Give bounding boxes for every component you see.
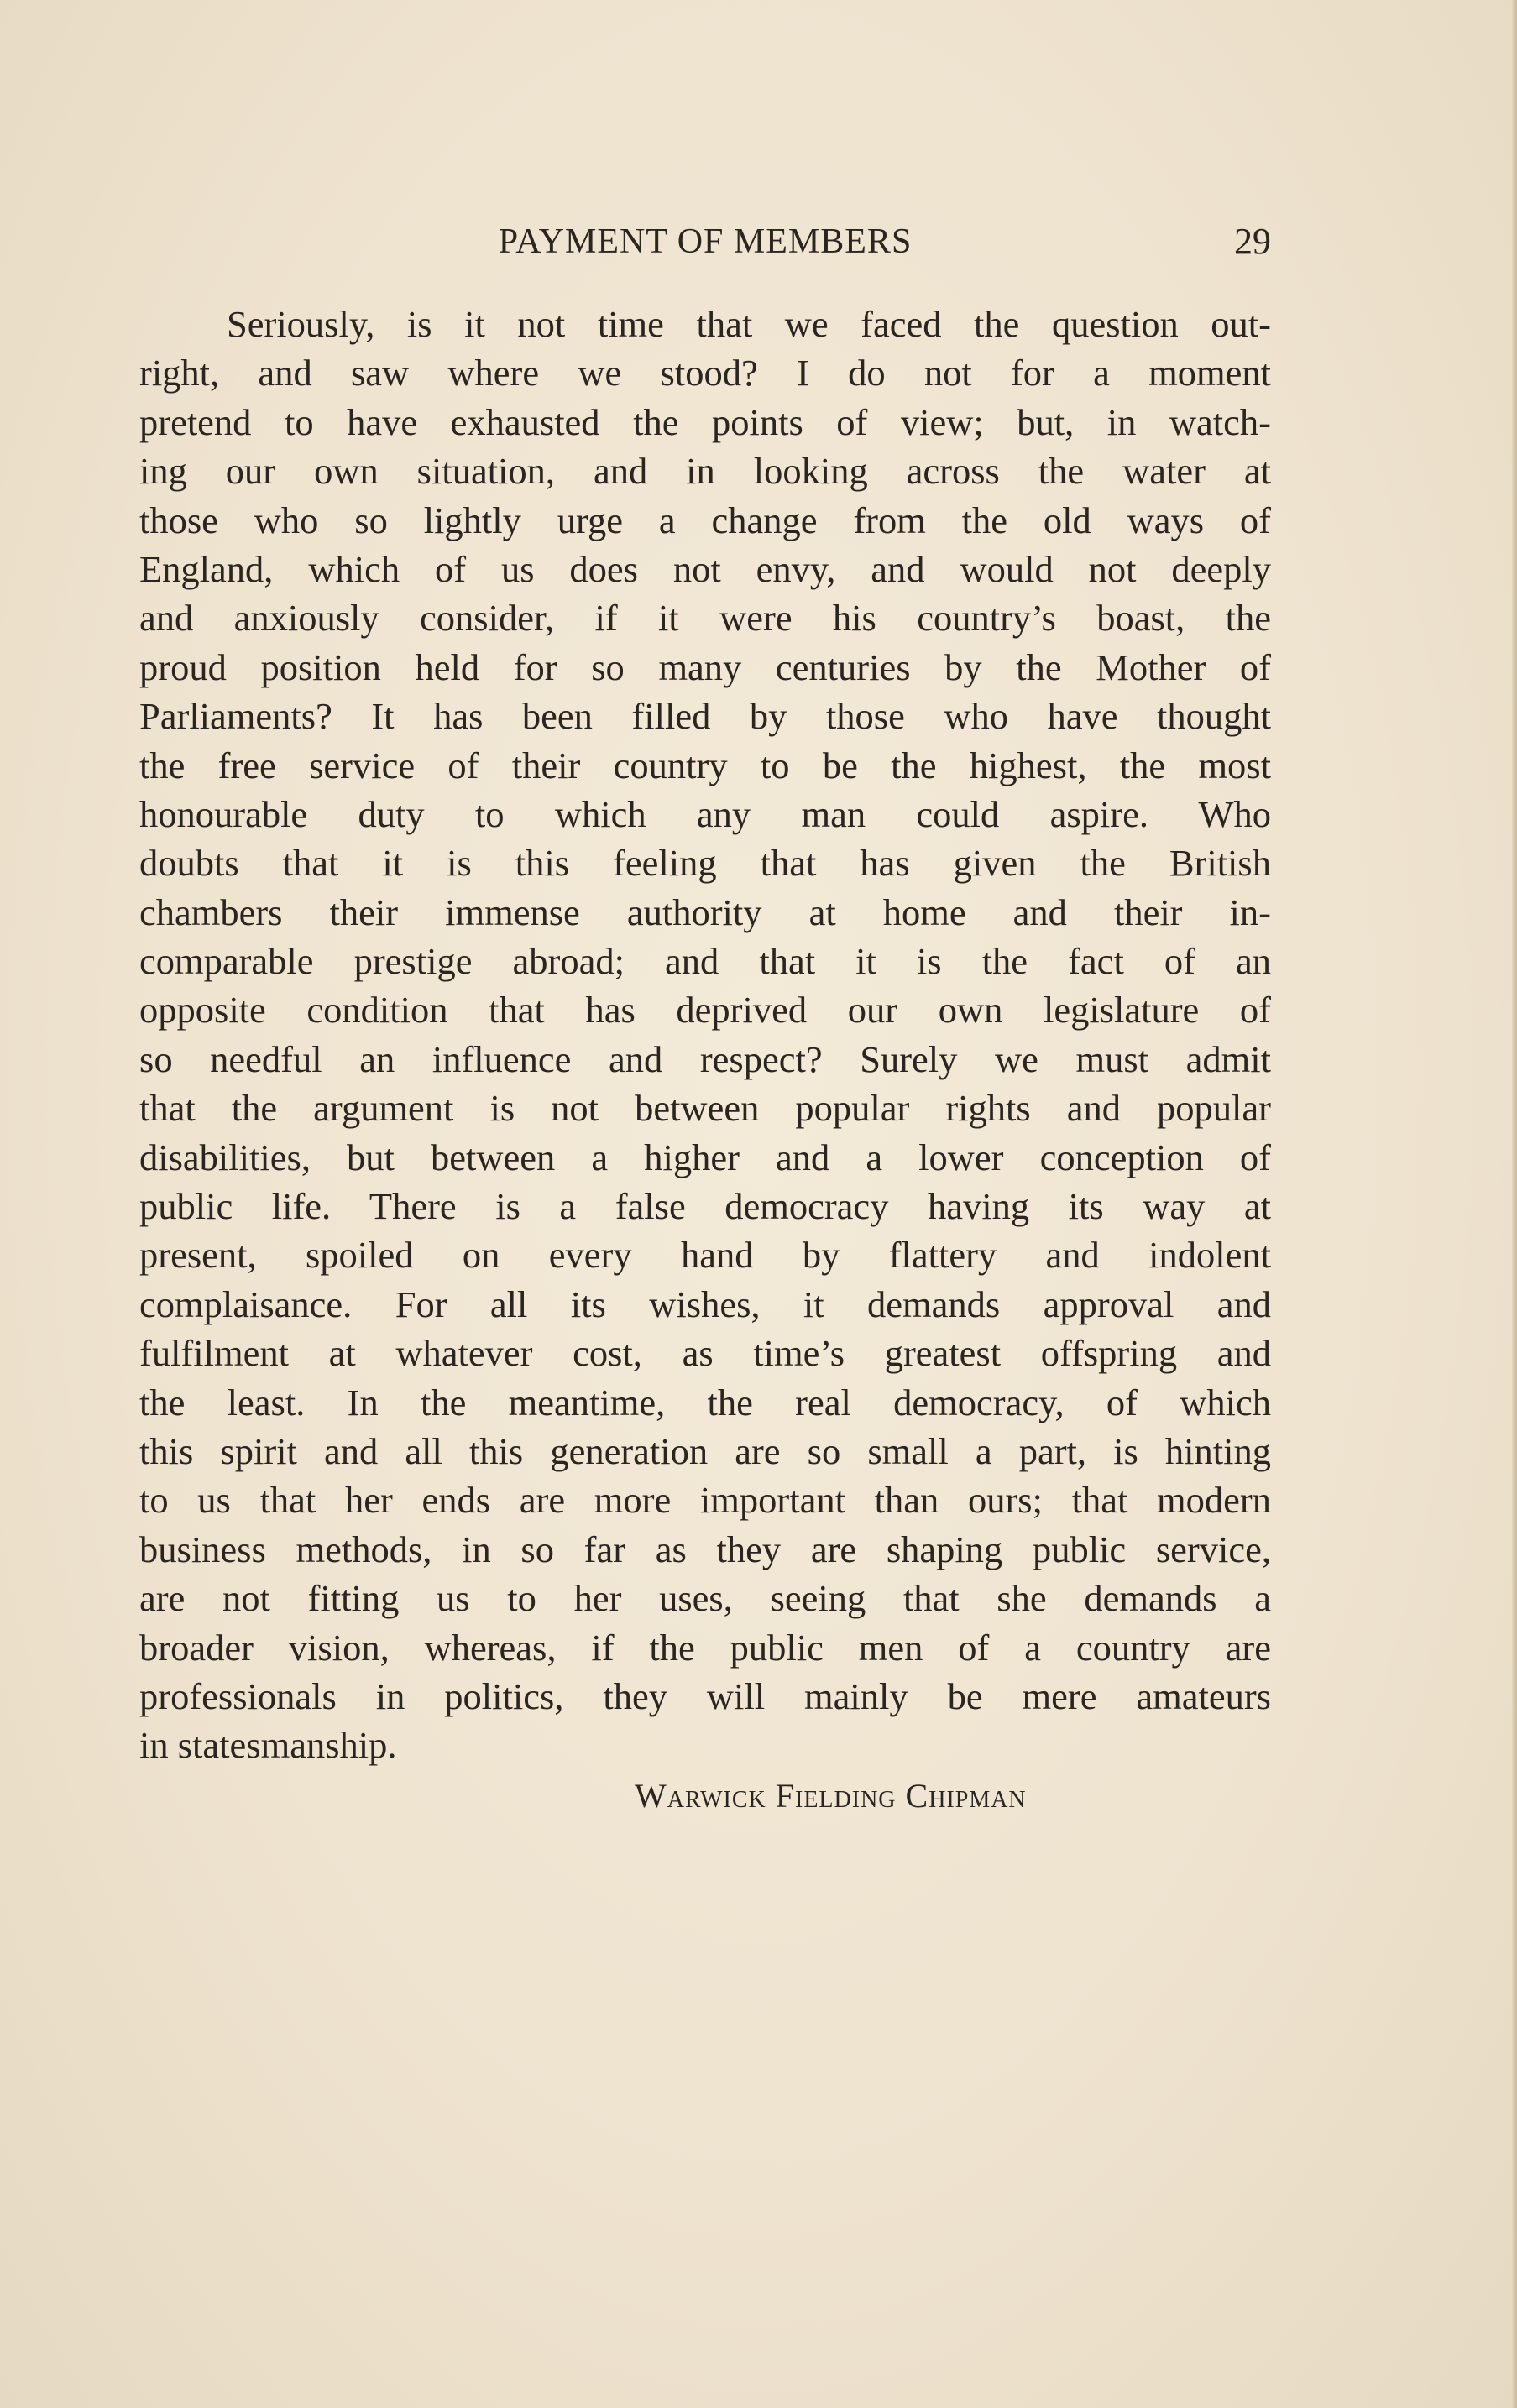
text-line: opposite condition that has deprived our own legislature of xyxy=(139,989,1271,1032)
text-line: ing our own situation, and in looking across the water at xyxy=(139,450,1271,493)
text-line: public life. There is a false democracy having its way at xyxy=(139,1185,1271,1228)
text-line: those who so lightly urge a change from the old ways of xyxy=(139,499,1271,541)
text-line: complaisance. For all its wishes, it demands approval and xyxy=(139,1282,1271,1325)
text-line: the free service of their country to be the highest, the most xyxy=(139,744,1271,786)
text-line: so needful an influence and respect? Surely we must admit xyxy=(139,1037,1271,1080)
text-line: chambers their immense authority at home and their in- xyxy=(139,891,1271,933)
running-head-title: PAYMENT OF MEMBERS xyxy=(498,222,913,261)
text-line: to us that her ends are more important than ours; that modern xyxy=(139,1479,1271,1522)
text-line: that the argument is not between popular rights and popular xyxy=(139,1087,1271,1130)
text-line: are not fitting us to her uses, seeing that she demands a xyxy=(139,1577,1271,1620)
text-line: disabilities, but between a higher and a lower conception of xyxy=(139,1136,1271,1178)
page-edge xyxy=(1512,0,1517,2408)
text-line: broader vision, whereas, if the public men of a country are xyxy=(139,1626,1271,1669)
text-line: present, spoiled on every hand by flattery and indolent xyxy=(139,1234,1271,1277)
running-head xyxy=(139,217,1271,267)
text-line: in statesmanship. xyxy=(139,1724,397,1767)
text-line: the least. In the meantime, the real democracy, of which xyxy=(139,1381,1271,1423)
text-line: right, and saw where we stood? I do not for a moment xyxy=(139,352,1271,394)
text-line: England, which of us does not envy, and would not deeply xyxy=(139,547,1271,590)
text-line: pretend to have exhausted the points of view; but, in watch- xyxy=(139,400,1271,443)
text-line: Parliaments? It has been filled by those who have thought xyxy=(139,695,1271,738)
body-paragraph xyxy=(139,300,1271,1770)
text-line: this spirit and all this generation are so small a part, is hinting xyxy=(139,1429,1271,1472)
text-line: proud position held for so many centuries by the Mother of xyxy=(139,645,1271,688)
text-line: business methods, in so far as they are shaping public service, xyxy=(139,1528,1271,1570)
text-line: and anxiously consider, if it were his country’s boast, the xyxy=(139,597,1271,640)
page-number: 29 xyxy=(1234,221,1271,262)
text-line: professionals in politics, they will mainly be mere amateurs xyxy=(139,1674,1271,1717)
text-line: fulfilment at whatever cost, as time’s greatest offspring and xyxy=(139,1332,1271,1375)
author-signature: Warwick Fielding Chipman xyxy=(635,1777,1027,1815)
text-line: comparable prestige abroad; and that it is the fact of an xyxy=(139,940,1271,983)
text-line: Seriously, is it not time that we faced the question out- xyxy=(227,303,1271,345)
text-line: honourable duty to which any man could aspire. Who xyxy=(139,792,1271,835)
text-line: doubts that it is this feeling that has given the British xyxy=(139,842,1271,885)
